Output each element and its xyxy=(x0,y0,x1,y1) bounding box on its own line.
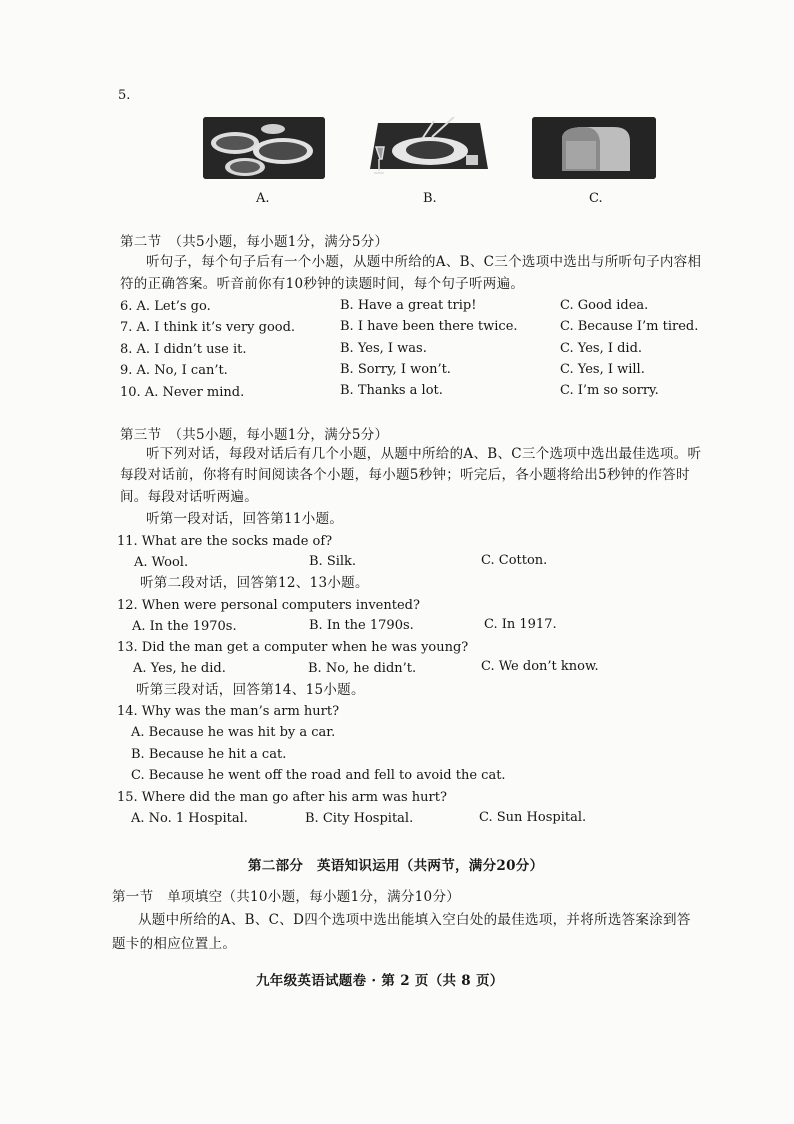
q8-option-b: B. Yes, I was. xyxy=(340,341,427,356)
bread-loaf-icon xyxy=(532,117,656,179)
roast-dinner-icon xyxy=(370,117,488,179)
q15-option-c: C. Sun Hospital. xyxy=(479,810,587,825)
q9-option-b: B. Sorry, I won’t. xyxy=(340,362,451,377)
page-footer: 九年级英语试题卷 · 第 2 页（共 8 页） xyxy=(256,973,504,989)
question-number-5: 5. xyxy=(118,88,131,103)
q14-option-c: C. Because he went off the road and fell to avoid the cat. xyxy=(131,768,506,783)
dialog3-instruction: 听第三段对话，回答第14、15小题。 xyxy=(136,682,365,698)
q6-option-b: B. Have a great trip! xyxy=(340,298,477,313)
q12-option-a: A. In the 1970s. xyxy=(132,619,237,634)
q11-option-a: A. Wool. xyxy=(134,555,189,570)
option-b-label: B. xyxy=(423,191,437,206)
part2-heading: 第二部分 英语知识运用（共两节，满分20分） xyxy=(248,858,544,874)
q15-stem: 15. Where did the man go after his arm was hurt? xyxy=(117,790,447,805)
q11-option-b: B. Silk. xyxy=(309,554,357,569)
q15-option-b: B. City Hospital. xyxy=(305,811,414,826)
part2-instruction-cont: 题卡的相应位置上。 xyxy=(112,936,237,952)
section2-heading: 第二节 （共5小题，每小题1分，满分5分） xyxy=(120,234,389,250)
section3-heading: 第三节 （共5小题，每小题1分，满分5分） xyxy=(120,427,389,443)
part2-instruction: 从题中所给的A、B、C、D四个选项中选出能填入空白处的最佳选项，并将所选答案涂到答 xyxy=(138,912,691,928)
q10-option-b: B. Thanks a lot. xyxy=(340,383,443,398)
q8-option-a: 8. A. I didn’t use it. xyxy=(120,342,247,357)
q11-option-c: C. Cotton. xyxy=(481,553,548,568)
q6-option-c: C. Good idea. xyxy=(560,298,649,313)
q13-option-a: A. Yes, he did. xyxy=(133,661,226,676)
q13-option-b: B. No, he didn’t. xyxy=(308,661,417,676)
option-c-label: C. xyxy=(589,191,603,206)
q8-option-c: C. Yes, I did. xyxy=(560,341,643,356)
q12-option-c: C. In 1917. xyxy=(484,617,557,632)
q10-option-a: 10. A. Never mind. xyxy=(120,385,245,400)
q9-option-c: C. Yes, I will. xyxy=(560,362,645,377)
q12-option-b: B. In the 1790s. xyxy=(309,618,414,633)
q12-stem: 12. When were personal computers invented? xyxy=(117,598,420,613)
q11-stem: 11. What are the socks made of? xyxy=(117,534,333,549)
section3-instruction: 听下列对话，每段对话后有几个小题，从题中所给的A、B、C三个选项中选出最佳选项。听 xyxy=(146,446,702,462)
dialog1-instruction: 听第一段对话，回答第11小题。 xyxy=(146,511,344,527)
q13-stem: 13. Did the man get a computer when he was young? xyxy=(117,640,469,655)
q14-option-b: B. Because he hit a cat. xyxy=(131,747,287,762)
q9-option-a: 9. A. No, I can’t. xyxy=(120,363,228,378)
q6-option-a: 6. A. Let’s go. xyxy=(120,299,211,314)
part2-section1-heading: 第一节 单项填空（共10小题，每小题1分，满分10分） xyxy=(112,889,461,905)
food-plates-icon xyxy=(203,117,325,179)
q7-option-a: 7. A. I think it’s very good. xyxy=(120,320,296,335)
dialog2-instruction: 听第二段对话，回答第12、13小题。 xyxy=(140,575,369,591)
q7-option-c: C. Because I’m tired. xyxy=(560,319,699,334)
section2-instruction: 听句子，每个句子后有一个小题，从题中所给的A、B、C三个选项中选出与所听句子内容相 xyxy=(146,254,702,270)
section3-instruction-end: 间。每段对话听两遍。 xyxy=(120,489,258,505)
q10-option-c: C. I’m so sorry. xyxy=(560,383,659,398)
section2-instruction-cont: 符的正确答案。听音前你有10秒钟的读题时间，每个句子听两遍。 xyxy=(120,276,525,292)
q14-stem: 14. Why was the man’s arm hurt? xyxy=(117,704,340,719)
option-a-label: A. xyxy=(256,191,270,206)
q15-option-a: A. No. 1 Hospital. xyxy=(131,811,248,826)
q13-option-c: C. We don’t know. xyxy=(481,659,599,674)
q7-option-b: B. I have been there twice. xyxy=(340,319,518,334)
section3-instruction-cont: 每段对话前，你将有时间阅读各个小题，每小题5秒钟；听完后，各小题将给出5秒钟的作答时 xyxy=(120,467,690,483)
q14-option-a: A. Because he was hit by a car. xyxy=(131,725,336,740)
